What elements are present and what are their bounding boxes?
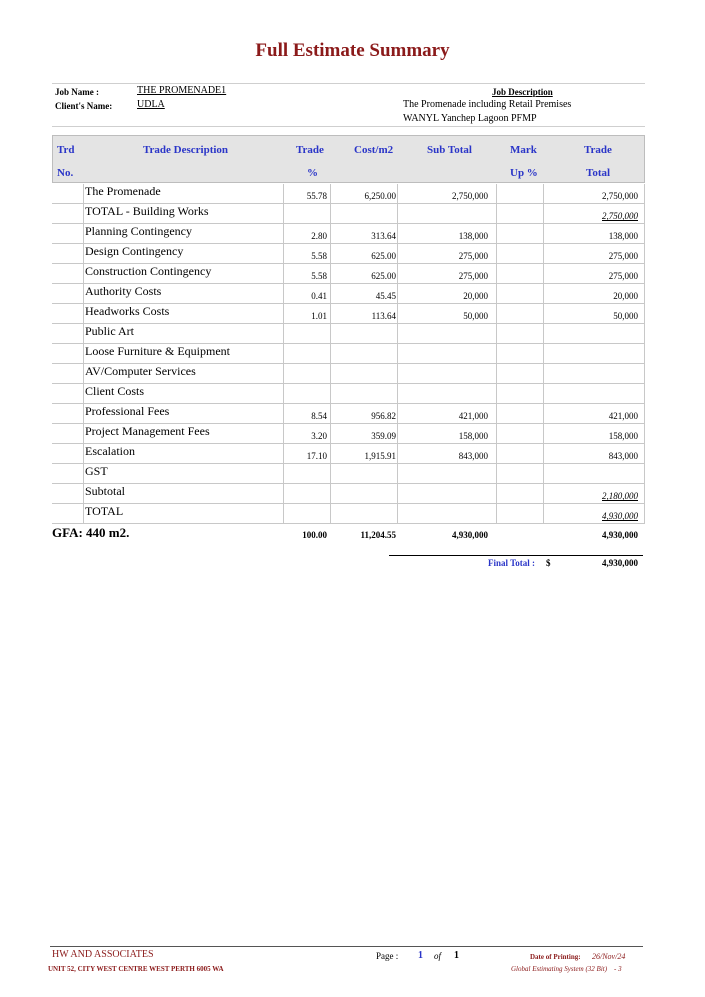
trade-total: 158,000 [543, 424, 645, 444]
job-name-label: Job Name : [55, 87, 99, 97]
cost-per-m2 [330, 484, 397, 504]
trade-description: TOTAL [83, 504, 283, 524]
table-row [52, 324, 645, 344]
total-cost-per-m2: 11,204.55 [360, 530, 396, 540]
trade-description: Subtotal [83, 484, 283, 504]
mark-up [496, 324, 543, 344]
trade-description: Authority Costs [83, 284, 283, 304]
trade-number-cell [52, 444, 83, 464]
trade-number-cell [52, 504, 83, 524]
trade-total: 421,000 [543, 404, 645, 424]
job-info-box [52, 83, 645, 127]
mark-up [496, 344, 543, 364]
trade-total [543, 464, 645, 484]
trade-description: Construction Contingency [83, 264, 283, 284]
trade-total: 2,750,000 [543, 204, 645, 224]
cost-per-m2: 625.00 [330, 264, 397, 284]
trade-percent [283, 204, 330, 224]
table-row [52, 184, 645, 204]
footer-page-of: of [434, 951, 442, 961]
mark-up [496, 384, 543, 404]
cost-per-m2 [330, 324, 397, 344]
trade-total: 50,000 [543, 304, 645, 324]
trade-description: Professional Fees [83, 404, 283, 424]
header-trade-total-1: Trade [584, 144, 612, 156]
trade-description: Design Contingency [83, 244, 283, 264]
job-description-line2: WANYL Yanchep Lagoon PFMP [403, 113, 537, 124]
sub-total: 50,000 [397, 304, 496, 324]
mark-up [496, 424, 543, 444]
trade-number-cell [52, 244, 83, 264]
mark-up [496, 224, 543, 244]
total-sub-total: 4,930,000 [452, 530, 488, 540]
trade-number-cell [52, 184, 83, 204]
header-cost-m2: Cost/m2 [354, 144, 394, 156]
cost-per-m2: 6,250.00 [330, 184, 397, 204]
header-no: No. [57, 167, 74, 179]
trade-description: Client Costs [83, 384, 283, 404]
table-row [52, 464, 645, 484]
footer-page-total: 1 [454, 950, 459, 961]
mark-up [496, 464, 543, 484]
trade-number-cell [52, 224, 83, 244]
sub-total [397, 344, 496, 364]
trade-total: 138,000 [543, 224, 645, 244]
mark-up [496, 484, 543, 504]
total-trade-total: 4,930,000 [602, 530, 638, 540]
cost-per-m2: 625.00 [330, 244, 397, 264]
total-trade-percent: 100.00 [302, 530, 327, 540]
gfa-label: GFA: 440 m2. [52, 525, 130, 540]
trade-total: 4,930,000 [543, 504, 645, 524]
header-mark: Mark [510, 144, 537, 156]
mark-up [496, 244, 543, 264]
table-row [52, 364, 645, 384]
table-row [52, 424, 645, 444]
table-row [52, 284, 645, 304]
mark-up [496, 504, 543, 524]
footer-page-number: 1 [418, 950, 423, 961]
trade-number-cell [52, 344, 83, 364]
sub-total [397, 364, 496, 384]
trade-percent [283, 504, 330, 524]
footer-company: HW AND ASSOCIATES [52, 949, 154, 960]
final-total-rule [389, 555, 643, 556]
footer-rule [50, 946, 643, 947]
sub-total [397, 384, 496, 404]
trade-total: 20,000 [543, 284, 645, 304]
cost-per-m2 [330, 504, 397, 524]
table-row [52, 244, 645, 264]
trade-total: 843,000 [543, 444, 645, 464]
mark-up [496, 304, 543, 324]
final-total-value: 4,930,000 [602, 558, 638, 568]
trade-description: Planning Contingency [83, 224, 283, 244]
client-name-label: Client's Name: [55, 101, 113, 111]
gfa-totals-row [52, 525, 645, 545]
cost-per-m2: 313.64 [330, 224, 397, 244]
trade-total: 2,750,000 [543, 184, 645, 204]
trade-description: Project Management Fees [83, 424, 283, 444]
trade-number-cell [52, 384, 83, 404]
sub-total [397, 484, 496, 504]
cost-per-m2: 45.45 [330, 284, 397, 304]
trade-percent: 5.58 [283, 264, 330, 284]
cost-per-m2 [330, 344, 397, 364]
sub-total: 843,000 [397, 444, 496, 464]
sub-total: 2,750,000 [397, 184, 496, 204]
page-title: Full Estimate Summary [255, 40, 450, 61]
trade-description: TOTAL - Building Works [83, 204, 283, 224]
trade-percent: 2.80 [283, 224, 330, 244]
trade-number-cell [52, 424, 83, 444]
table-row [52, 504, 645, 524]
trade-total [543, 344, 645, 364]
trade-total: 275,000 [543, 264, 645, 284]
sub-total [397, 324, 496, 344]
mark-up [496, 264, 543, 284]
header-trade: Trade [296, 144, 324, 156]
mark-up [496, 404, 543, 424]
header-up-percent: Up % [510, 167, 538, 179]
mark-up [496, 184, 543, 204]
trade-percent: 0.41 [283, 284, 330, 304]
cost-per-m2: 956.82 [330, 404, 397, 424]
mark-up [496, 204, 543, 224]
footer-system: Global Estimating System (32 Bit) - 3 [511, 965, 622, 973]
cost-per-m2 [330, 364, 397, 384]
header-sub-total: Sub Total [427, 144, 472, 156]
trade-total [543, 324, 645, 344]
footer-date: 26/Nov/24 [592, 952, 626, 961]
trade-percent: 5.58 [283, 244, 330, 264]
trade-percent [283, 484, 330, 504]
trade-percent [283, 384, 330, 404]
trade-percent [283, 364, 330, 384]
cost-per-m2: 359.09 [330, 424, 397, 444]
sub-total: 275,000 [397, 264, 496, 284]
table-header [52, 135, 645, 183]
footer-address: UNIT 52, CITY WEST CENTRE WEST PERTH 6005 WA [48, 965, 224, 973]
header-trd: Trd [57, 144, 75, 156]
client-name-value: UDLA [137, 99, 165, 110]
cost-per-m2: 113.64 [330, 304, 397, 324]
trade-description: Public Art [83, 324, 283, 344]
table-row [52, 344, 645, 364]
sub-total: 20,000 [397, 284, 496, 304]
sub-total [397, 464, 496, 484]
job-description-label: Job Description [492, 87, 553, 97]
cost-per-m2: 1,915.91 [330, 444, 397, 464]
trade-percent: 55.78 [283, 184, 330, 204]
final-total-currency: $ [546, 558, 551, 568]
job-description-line1: The Promenade including Retail Premises [403, 99, 572, 110]
trade-description: GST [83, 464, 283, 484]
trade-percent: 8.54 [283, 404, 330, 424]
table-row [52, 204, 645, 224]
footer-page-label: Page : [376, 951, 399, 961]
table-row [52, 224, 645, 244]
trade-percent [283, 324, 330, 344]
trade-number-cell [52, 324, 83, 344]
cost-per-m2 [330, 204, 397, 224]
trade-total [543, 384, 645, 404]
trade-total: 2,180,000 [543, 484, 645, 504]
trade-number-cell [52, 284, 83, 304]
table-row [52, 304, 645, 324]
mark-up [496, 284, 543, 304]
trade-number-cell [52, 404, 83, 424]
trade-description: The Promenade [83, 184, 283, 204]
trade-number-cell [52, 304, 83, 324]
sub-total: 275,000 [397, 244, 496, 264]
trade-percent [283, 464, 330, 484]
trade-number-cell [52, 264, 83, 284]
cost-per-m2 [330, 384, 397, 404]
trade-number-cell [52, 364, 83, 384]
trade-percent: 17.10 [283, 444, 330, 464]
trade-description: Headworks Costs [83, 304, 283, 324]
final-total-label: Final Total : [488, 558, 536, 568]
trade-percent: 1.01 [283, 304, 330, 324]
table-row [52, 384, 645, 404]
header-trade-total-2: Total [586, 167, 611, 179]
sub-total: 421,000 [397, 404, 496, 424]
trade-total: 275,000 [543, 244, 645, 264]
sub-total: 138,000 [397, 224, 496, 244]
footer-date-label: Date of Printing: [530, 953, 581, 961]
header-percent: % [307, 167, 318, 179]
table-row [52, 404, 645, 424]
trade-number-cell [52, 204, 83, 224]
trade-number-cell [52, 464, 83, 484]
sub-total [397, 204, 496, 224]
trade-percent [283, 344, 330, 364]
table-row [52, 264, 645, 284]
job-name-value: THE PROMENADE1 [137, 85, 227, 96]
header-trade-description: Trade Description [143, 144, 229, 156]
trade-description: Escalation [83, 444, 283, 464]
trade-number-cell [52, 484, 83, 504]
trade-description: Loose Furniture & Equipment [83, 344, 283, 364]
mark-up [496, 444, 543, 464]
trade-percent: 3.20 [283, 424, 330, 444]
table-row [52, 444, 645, 464]
mark-up [496, 364, 543, 384]
sub-total [397, 504, 496, 524]
cost-per-m2 [330, 464, 397, 484]
trade-total [543, 364, 645, 384]
table-row [52, 484, 645, 504]
sub-total: 158,000 [397, 424, 496, 444]
trade-description: AV/Computer Services [83, 364, 283, 384]
